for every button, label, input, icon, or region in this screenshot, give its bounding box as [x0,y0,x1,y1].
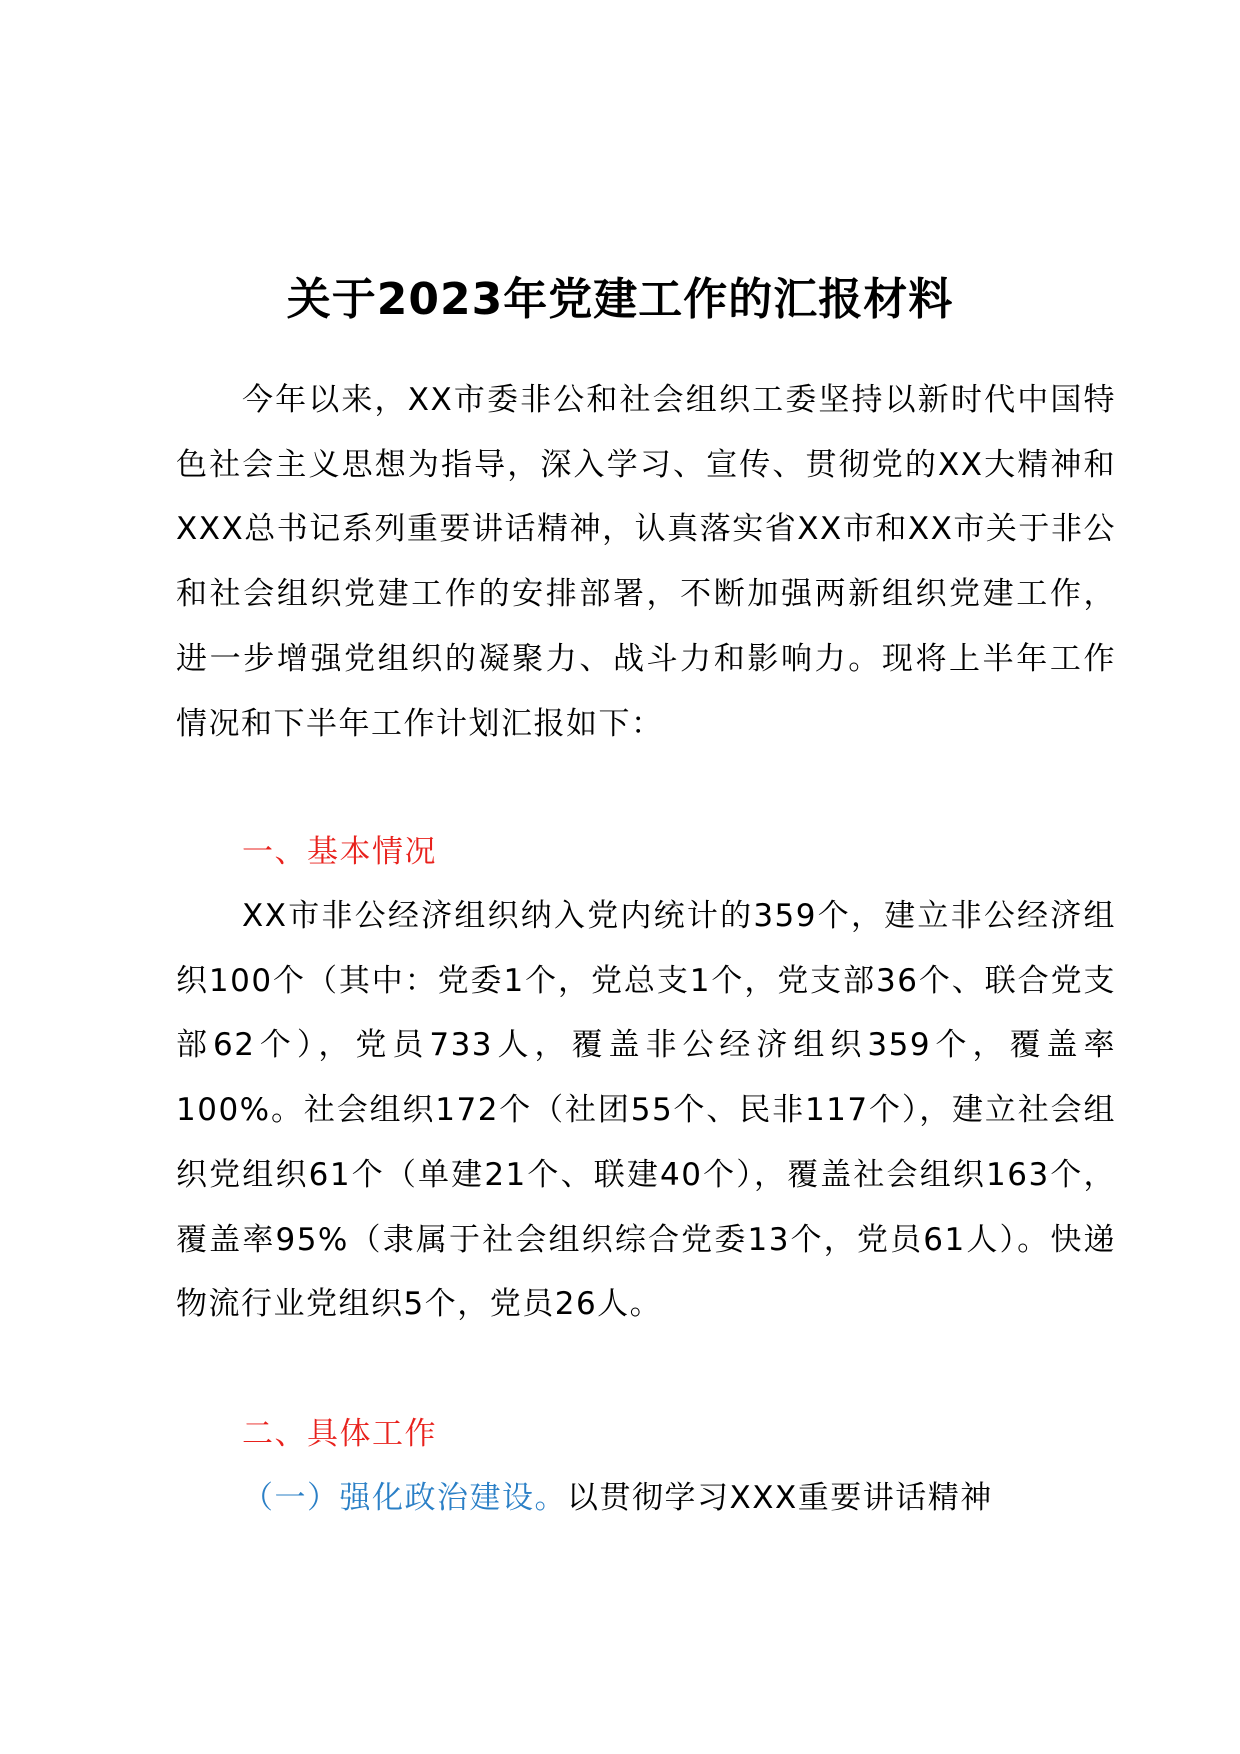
section-heading-specific-work: 二、具体工作 [242,1416,437,1452]
section-heading-basic-situation: 一、基本情况 [242,834,437,870]
intro-paragraph: 今年以来，XX市委非公和社会组织工委坚持以新时代中国特色社会主义思想为指导，深入学习、宣传、贯彻党的XX大精神和XXX总书记系列重要讲话精神，认真落实省XX市和XX市关于非公和社会组织党建工作的安排部署，不断加强两新组织党建工作，进一步增强党组织的凝聚力、战斗力和影响力。现将上半年工作情况和下半年工作计划汇报如下： [176,382,1116,742]
subsection-heading-political-construction: （一）强化政治建设。 [242,1480,567,1516]
political-construction-text: 以贯彻学习XXX重要讲话精神 [567,1480,993,1516]
basic-situation-paragraph: XX市非公经济组织纳入党内统计的359个，建立非公经济组织100个（其中：党委1个，党总支1个，党支部36个、联合党支部62个），党员733人，覆盖非公经济组织359个，覆盖率100%。社会组织172个（社团55个、民非117个），建立社会组织党组织61个（单建21个、联建40个），覆盖社会组织163个，覆盖率95%（隶属于社会组织综合党委13个，党员61人）。快递物流行业党组织5个，党员26人。 [176,898,1116,1323]
document-title: 关于2023年党建工作的汇报材料 [286,274,954,325]
political-construction-paragraph [176,1466,1116,1531]
